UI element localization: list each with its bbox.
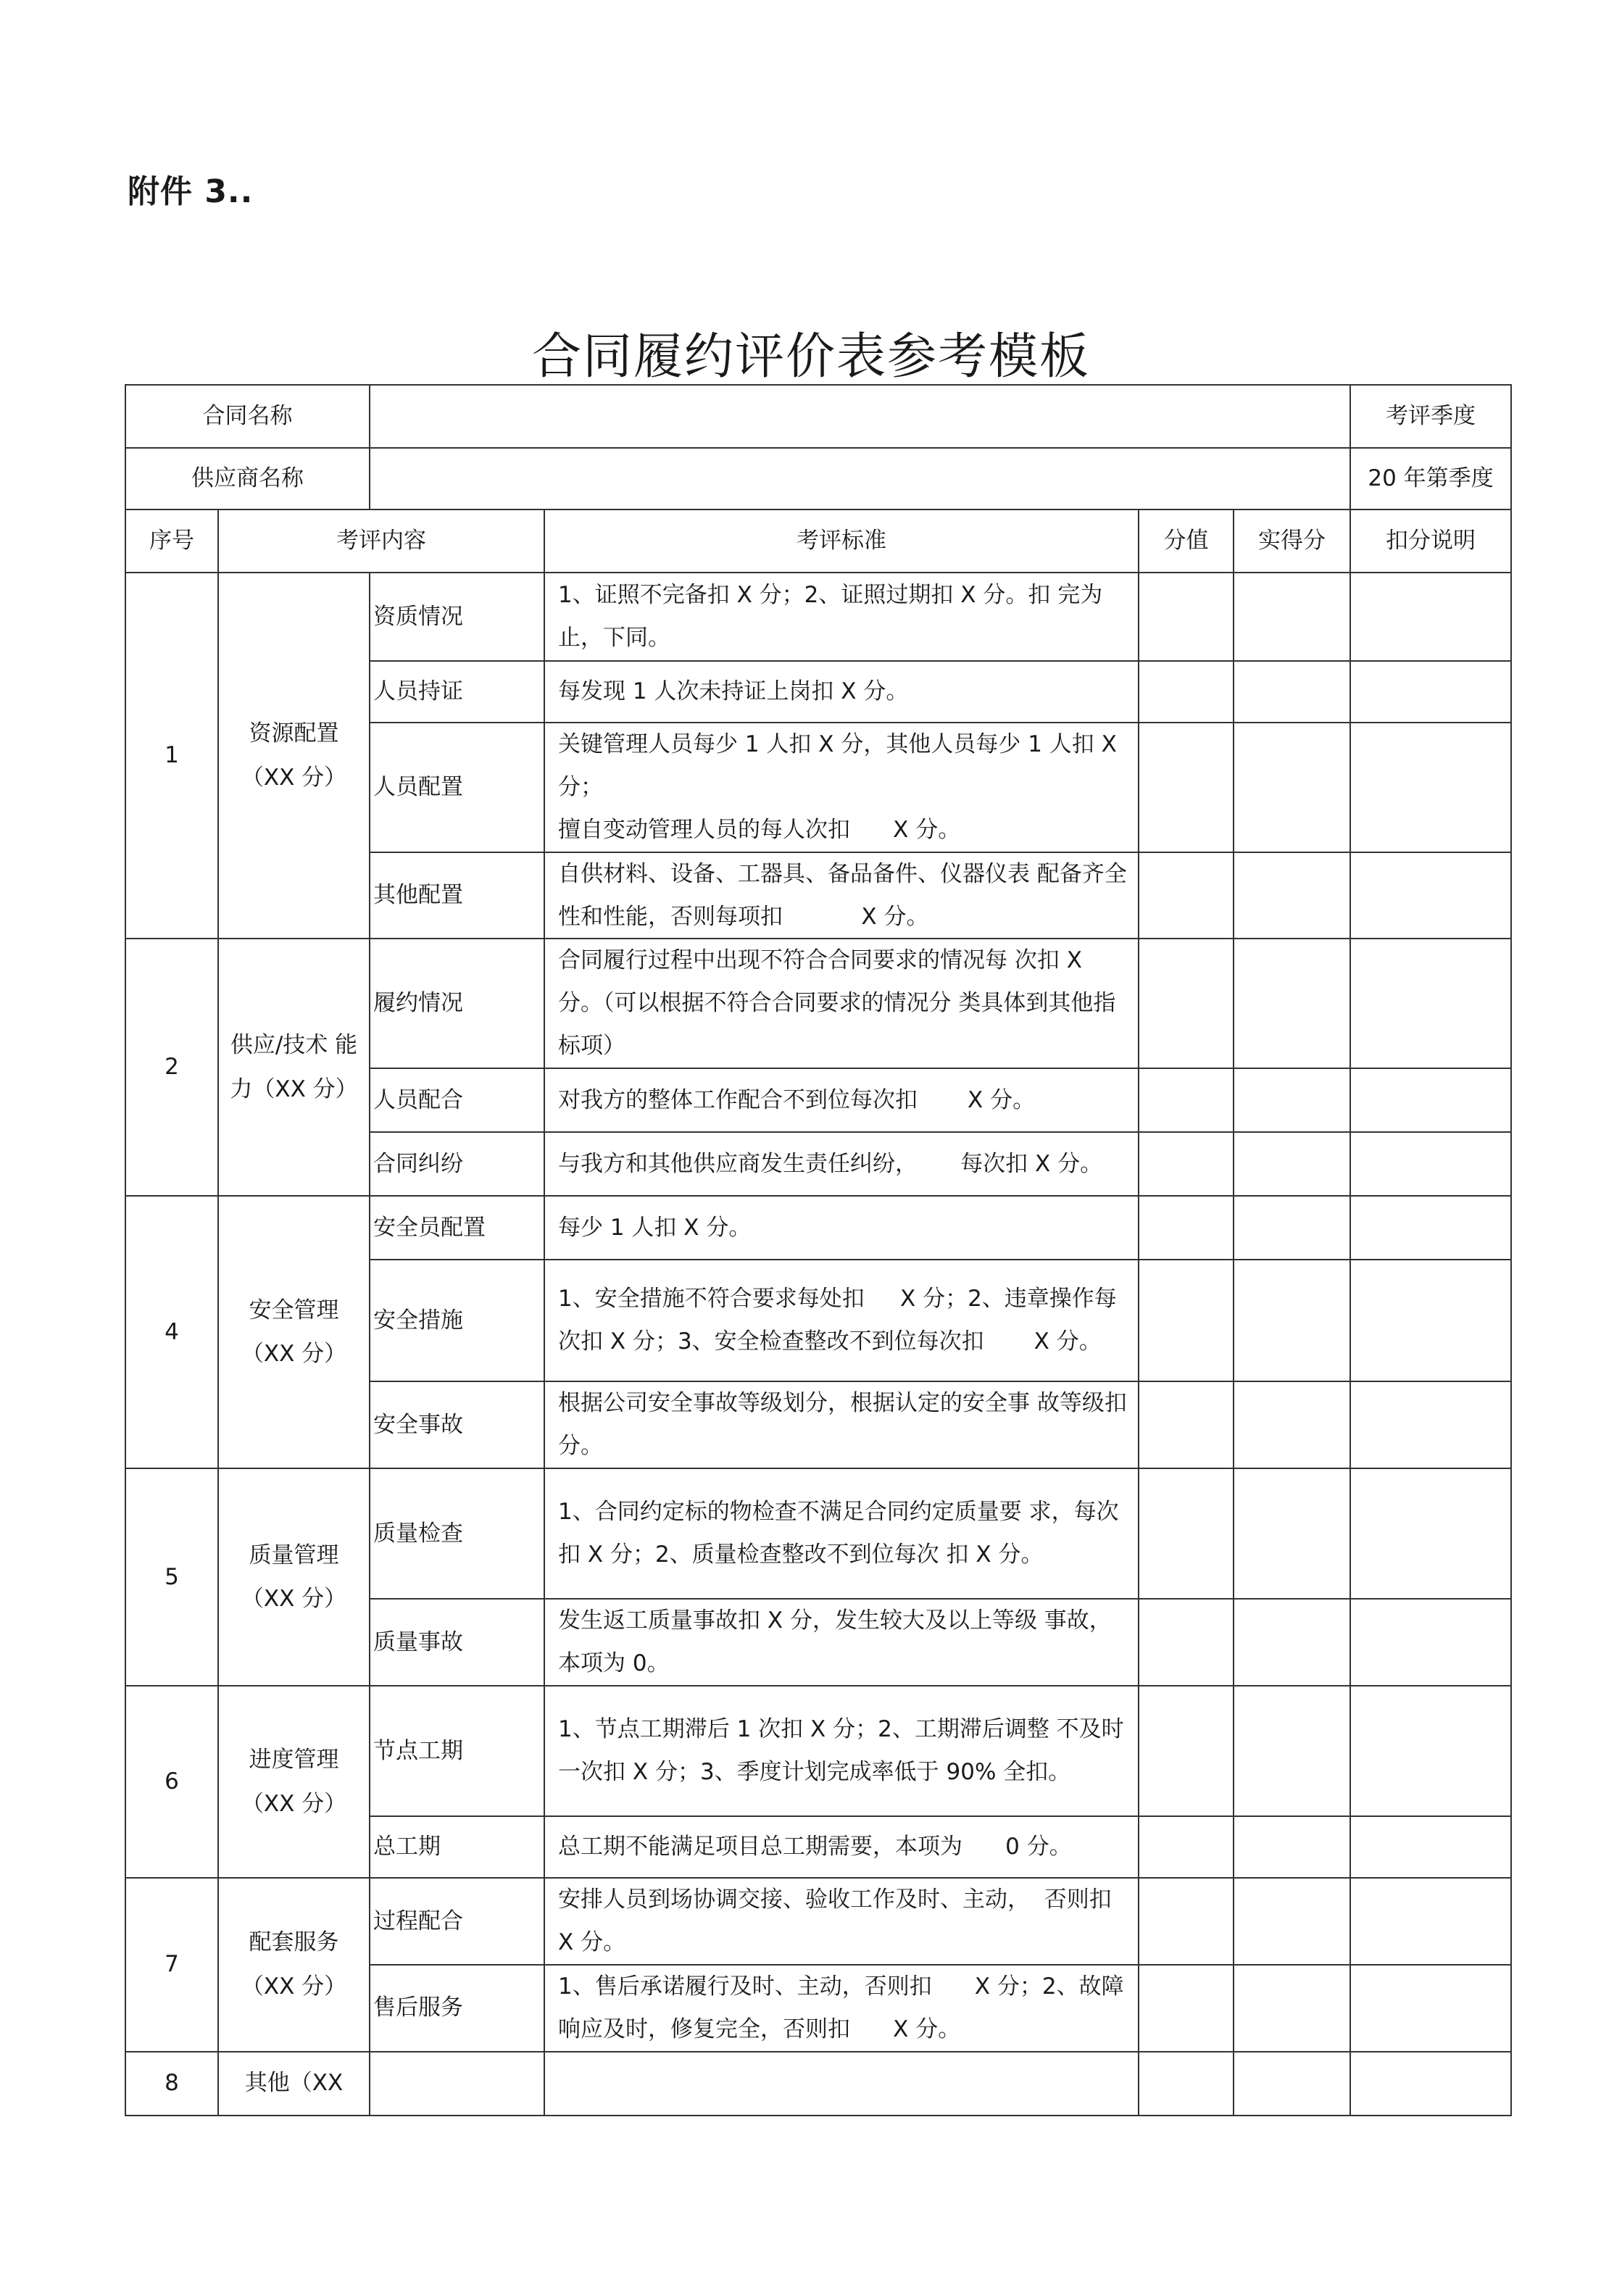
category-cell: 进度管理（XX 分） xyxy=(218,1686,370,1878)
actual-score-cell[interactable] xyxy=(1234,723,1350,852)
actual-score-cell[interactable] xyxy=(1234,852,1350,939)
subitem-cell: 节点工期 xyxy=(370,1686,544,1816)
row-number: 4 xyxy=(125,1196,218,1468)
score-cell[interactable] xyxy=(1139,1816,1234,1878)
subitem-cell: 人员配置 xyxy=(370,723,544,852)
table-row xyxy=(125,1686,1511,1816)
actual-score-cell[interactable] xyxy=(1234,1381,1350,1468)
standard-cell: 与我方和其他供应商发生责任纠纷， 每次扣 X 分。 xyxy=(544,1132,1139,1196)
score-cell[interactable] xyxy=(1139,1132,1234,1196)
column-header-row xyxy=(125,509,1511,573)
subitem-cell: 售后服务 xyxy=(370,1965,544,2052)
subitem-cell: 质量检查 xyxy=(370,1468,544,1599)
actual-score-cell[interactable] xyxy=(1234,1196,1350,1260)
row-number: 6 xyxy=(125,1686,218,1878)
score-cell[interactable] xyxy=(1139,1381,1234,1468)
standard-cell: 合同履行过程中出现不符合合同要求的情况每 次扣 X 分。（可以根据不符合合同要求的情况分 类具体到其他指标项） xyxy=(544,939,1139,1068)
col-header-no: 序号 xyxy=(125,509,218,573)
deduction-note-cell[interactable] xyxy=(1350,1686,1511,1816)
standard-cell: 根据公司安全事故等级划分，根据认定的安全事 故等级扣分。 xyxy=(544,1381,1139,1468)
actual-score-cell[interactable] xyxy=(1234,1068,1350,1132)
deduction-note-cell[interactable] xyxy=(1350,1132,1511,1196)
col-header-score: 分值 xyxy=(1139,509,1234,573)
actual-score-cell[interactable] xyxy=(1234,1878,1350,1965)
table-row xyxy=(125,2052,1511,2116)
subitem-cell: 质量事故 xyxy=(370,1599,544,1686)
standard-cell: 对我方的整体工作配合不到位每次扣 X 分。 xyxy=(544,1068,1139,1132)
category-cell: 质量管理（XX 分） xyxy=(218,1468,370,1686)
contract-name-field[interactable] xyxy=(370,385,1350,448)
subitem-cell: 人员配合 xyxy=(370,1068,544,1132)
subitem-cell: 过程配合 xyxy=(370,1878,544,1965)
subitem-cell: 其他配置 xyxy=(370,852,544,939)
standard-cell: 自供材料、设备、工器具、备品备件、仪器仪表 配备齐全性和性能，否则每项扣 X 分。 xyxy=(544,852,1139,939)
supplier-name-field[interactable] xyxy=(370,448,1350,509)
table-row xyxy=(125,1878,1511,1965)
actual-score-cell[interactable] xyxy=(1234,939,1350,1068)
deduction-note-cell[interactable] xyxy=(1350,939,1511,1068)
category-cell: 供应/技术 能力（XX 分） xyxy=(218,939,370,1196)
category-cell: 资源配置（XX 分） xyxy=(218,573,370,939)
standard-cell: 1、安全措施不符合要求每处扣 X 分；2、违章操作每次扣 X 分；3、安全检查整改不到位每次扣 X 分。 xyxy=(544,1260,1139,1381)
deduction-note-cell[interactable] xyxy=(1350,723,1511,852)
standard-cell: 总工期不能满足项目总工期需要，本项为 0 分。 xyxy=(544,1816,1139,1878)
deduction-note-cell[interactable] xyxy=(1350,1468,1511,1599)
category-cell: 配套服务（XX 分） xyxy=(218,1878,370,2052)
actual-score-cell[interactable] xyxy=(1234,1599,1350,1686)
actual-score-cell[interactable] xyxy=(1234,1132,1350,1196)
score-cell[interactable] xyxy=(1139,1068,1234,1132)
actual-score-cell[interactable] xyxy=(1234,1686,1350,1816)
standard-cell: 关键管理人员每少 1 人扣 X 分，其他人员每少 1 人扣 X 分； 擅自变动管理人员的每人次扣 X 分。 xyxy=(544,723,1139,852)
deduction-note-cell[interactable] xyxy=(1350,1381,1511,1468)
col-header-standard: 考评标准 xyxy=(544,509,1139,573)
score-cell[interactable] xyxy=(1139,1965,1234,2052)
score-cell[interactable] xyxy=(1139,661,1234,723)
score-cell[interactable] xyxy=(1139,573,1234,661)
deduction-note-cell[interactable] xyxy=(1350,661,1511,723)
deduction-note-cell[interactable] xyxy=(1350,1965,1511,2052)
deduction-note-cell[interactable] xyxy=(1350,1260,1511,1381)
header-row-supplier xyxy=(125,448,1511,509)
evaluation-table xyxy=(125,384,1512,2116)
deduction-note-cell[interactable] xyxy=(1350,2052,1511,2116)
actual-score-cell[interactable] xyxy=(1234,2052,1350,2116)
attachment-label: 附件 3.. xyxy=(128,173,254,210)
table-row xyxy=(125,1196,1511,1260)
actual-score-cell[interactable] xyxy=(1234,661,1350,723)
subitem-cell: 总工期 xyxy=(370,1816,544,1878)
row-number: 8 xyxy=(125,2052,218,2116)
col-header-content: 考评内容 xyxy=(218,509,544,573)
supplier-name-label: 供应商名称 xyxy=(125,448,370,509)
deduction-note-cell[interactable] xyxy=(1350,852,1511,939)
col-header-deduct: 扣分说明 xyxy=(1350,509,1511,573)
actual-score-cell[interactable] xyxy=(1234,1468,1350,1599)
table-row xyxy=(125,1468,1511,1599)
header-row-contract xyxy=(125,385,1511,448)
score-cell[interactable] xyxy=(1139,1878,1234,1965)
subitem-cell: 安全事故 xyxy=(370,1381,544,1468)
score-cell[interactable] xyxy=(1139,723,1234,852)
standard-cell: 每少 1 人扣 X 分。 xyxy=(544,1196,1139,1260)
standard-cell: 1、节点工期滞后 1 次扣 X 分；2、工期滞后调整 不及时一次扣 X 分；3、季度计划完成率低于 90% 全扣。 xyxy=(544,1686,1139,1816)
table-row xyxy=(125,573,1511,661)
category-cell: 其他（XX xyxy=(218,2052,370,2116)
standard-cell: 安排人员到场协调交接、验收工作及时、主动， 否则扣 X 分。 xyxy=(544,1878,1139,1965)
standard-cell: 1、售后承诺履行及时、主动，否则扣 X 分；2、故障响应及时，修复完全，否则扣 X 分。 xyxy=(544,1965,1139,2052)
subitem-cell: 安全员配置 xyxy=(370,1196,544,1260)
page-title: 合同履约评价表参考模板 xyxy=(531,328,1090,386)
standard-cell: 每发现 1 人次未持证上岗扣 X 分。 xyxy=(544,661,1139,723)
subitem-cell: 合同纠纷 xyxy=(370,1132,544,1196)
deduction-note-cell[interactable] xyxy=(1350,1068,1511,1132)
deduction-note-cell[interactable] xyxy=(1350,573,1511,661)
score-cell[interactable] xyxy=(1139,2052,1234,2116)
score-cell[interactable] xyxy=(1139,1196,1234,1260)
col-header-actual: 实得分 xyxy=(1234,509,1350,573)
eval-quarter-label: 考评季度 xyxy=(1350,385,1511,448)
standard-cell: 1、合同约定标的物检查不满足合同约定质量要 求，每次扣 X 分；2、质量检查整改不到位每次 扣 X 分。 xyxy=(544,1468,1139,1599)
table-row xyxy=(125,939,1511,1068)
subitem-cell: 资质情况 xyxy=(370,573,544,661)
subitem-cell: 人员持证 xyxy=(370,661,544,723)
subitem-cell xyxy=(370,2052,544,2116)
actual-score-cell[interactable] xyxy=(1234,1260,1350,1381)
score-cell[interactable] xyxy=(1139,852,1234,939)
subitem-cell: 安全措施 xyxy=(370,1260,544,1381)
contract-name-label: 合同名称 xyxy=(125,385,370,448)
score-cell[interactable] xyxy=(1139,1468,1234,1599)
deduction-note-cell[interactable] xyxy=(1350,1599,1511,1686)
actual-score-cell[interactable] xyxy=(1234,573,1350,661)
standard-cell xyxy=(544,2052,1139,2116)
score-cell[interactable] xyxy=(1139,1260,1234,1381)
score-cell[interactable] xyxy=(1139,939,1234,1068)
category-cell: 安全管理（XX 分） xyxy=(218,1196,370,1468)
score-cell[interactable] xyxy=(1139,1599,1234,1686)
row-number: 2 xyxy=(125,939,218,1196)
row-number: 5 xyxy=(125,1468,218,1686)
actual-score-cell[interactable] xyxy=(1234,1816,1350,1878)
quarter-value: 20 年第季度 xyxy=(1350,448,1511,509)
deduction-note-cell[interactable] xyxy=(1350,1878,1511,1965)
standard-cell: 发生返工质量事故扣 X 分，发生较大及以上等级 事故，本项为 0。 xyxy=(544,1599,1139,1686)
deduction-note-cell[interactable] xyxy=(1350,1816,1511,1878)
deduction-note-cell[interactable] xyxy=(1350,1196,1511,1260)
actual-score-cell[interactable] xyxy=(1234,1965,1350,2052)
subitem-cell: 履约情况 xyxy=(370,939,544,1068)
score-cell[interactable] xyxy=(1139,1686,1234,1816)
row-number: 7 xyxy=(125,1878,218,2052)
standard-cell: 1、证照不完备扣 X 分；2、证照过期扣 X 分。扣 完为止，下同。 xyxy=(544,573,1139,661)
row-number: 1 xyxy=(125,573,218,939)
